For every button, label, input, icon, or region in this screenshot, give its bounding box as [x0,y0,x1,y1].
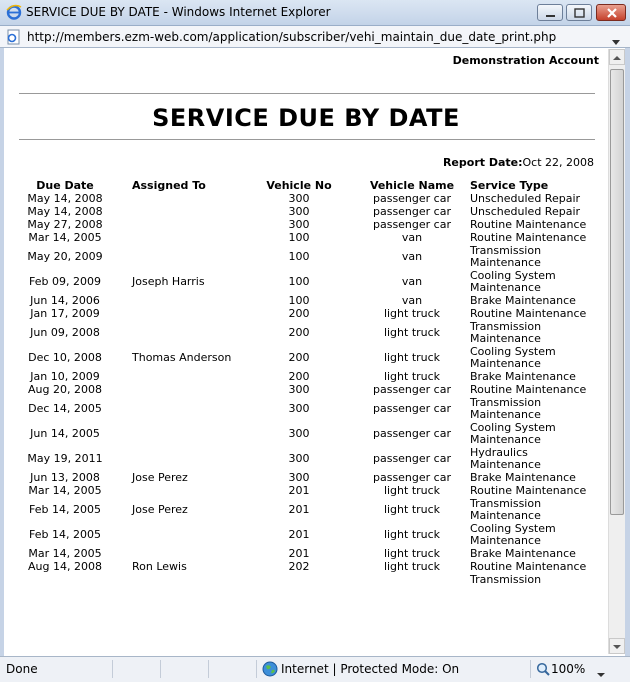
due-date-cell: Jun 14, 2006 [30,294,100,307]
due-date-cell: Aug 14, 2008 [28,560,102,573]
due-date-cell: Jun 09, 2008 [30,326,100,339]
chevron-down-icon[interactable] [610,32,622,42]
service-type-cell: Routine Maintenance [470,231,587,244]
status-bar [0,656,630,682]
due-date-cell: Jan 17, 2009 [30,307,100,320]
service-type-cell: Hydraulics Maintenance [470,446,541,471]
service-type-cell: Unscheduled Repair [470,205,581,218]
vehicle-name-cell: passenger car [372,192,451,205]
vehicle-name-cell: passenger car [372,218,451,231]
due-date-cell: May 20, 2009 [27,250,103,263]
vehicle-name-cell: light truck [383,307,441,320]
vehicle-name-cell: light truck [383,547,441,560]
url-text[interactable]: http://members.ezm-web.com/application/subscriber/vehi_maintain_due_date_print.php [27,30,557,44]
vehicle-no-cell: 201 [288,503,310,516]
due-date-cell: Feb 09, 2009 [29,275,101,288]
status-separator [530,660,531,678]
service-type-cell: Routine Maintenance [470,484,587,497]
service-type-cell: Brake Maintenance [470,471,576,484]
vehicle-name-cell: van [401,250,423,263]
vehicle-name-cell: light truck [383,503,441,516]
page-content [4,49,608,654]
vehicle-no-cell: 200 [288,307,310,320]
due-date-cell: Mar 14, 2005 [28,484,102,497]
vehicle-name-cell: light truck [383,351,441,364]
service-type-cell: Routine Maintenance [470,383,587,396]
divider [19,93,595,94]
maximize-button[interactable] [566,4,592,21]
vehicle-no-cell: 200 [288,351,310,364]
vehicle-name-cell: passenger car [372,471,451,484]
page-icon [6,29,22,45]
vehicle-name-cell: passenger car [372,427,451,440]
service-type-cell: Transmission Maintenance [470,244,542,269]
report-date-label: Report Date: [442,156,523,169]
vehicle-name-cell: passenger car [372,205,451,218]
vehicle-name-cell: light truck [383,484,441,497]
status-separator [160,660,161,678]
zoom-dropdown-icon[interactable] [596,667,606,681]
vehicle-no-cell: 201 [288,528,310,541]
assigned-to-cell: Joseph Harris [132,275,205,288]
report-date-value: Oct 22, 2008 [522,156,594,169]
assigned-to-cell: Ron Lewis [132,560,187,573]
page-title: SERVICE DUE BY DATE [152,104,460,132]
vehicle-no-cell: 300 [288,452,310,465]
vehicle-no-cell: 200 [288,326,310,339]
vehicle-name-cell: van [401,231,423,244]
vehicle-no-cell: 200 [288,370,310,383]
account-name: Demonstration Account [452,54,599,67]
due-date-cell: Feb 14, 2005 [29,528,101,541]
column-header-service-type: Service Type [470,179,549,192]
status-separator [208,660,209,678]
column-header-vehicle-name: Vehicle Name [369,179,455,192]
service-type-cell: Routine Maintenance [470,218,587,231]
service-type-cell: Brake Maintenance [470,547,576,560]
scroll-thumb[interactable] [610,69,624,515]
column-header-assigned-to: Assigned To [132,179,206,192]
service-type-cell: Cooling System Maintenance [470,522,556,547]
window-title: SERVICE DUE BY DATE - Windows Internet Explorer [26,5,331,19]
vehicle-no-cell: 100 [288,231,310,244]
due-date-cell: Mar 14, 2005 [28,547,102,560]
status-separator [256,660,257,678]
assigned-to-cell: Thomas Anderson [132,351,232,364]
vehicle-no-cell: 201 [288,547,310,560]
service-type-cell: Transmission Maintenance [470,497,542,522]
due-date-cell: Feb 14, 2005 [29,503,101,516]
due-date-cell: Jun 13, 2008 [30,471,100,484]
vehicle-name-cell: passenger car [372,402,451,415]
service-type-cell: Transmission [470,573,542,586]
globe-icon [262,661,278,677]
vehicle-no-cell: 300 [288,402,310,415]
vehicle-no-cell: 100 [288,294,310,307]
service-type-cell: Cooling System Maintenance [470,269,556,294]
due-date-cell: Dec 14, 2005 [28,402,102,415]
divider [19,139,595,140]
vehicle-name-cell: van [401,294,423,307]
vehicle-no-cell: 300 [288,383,310,396]
due-date-cell: May 14, 2008 [27,192,103,205]
due-date-cell: Aug 20, 2008 [28,383,102,396]
vehicle-no-cell: 202 [288,560,310,573]
report-date [443,156,594,169]
magnifier-icon[interactable] [536,662,550,676]
status-text: Done [6,662,38,676]
title-bar[interactable] [0,0,630,26]
scroll-down-button[interactable] [609,638,625,654]
service-type-cell: Brake Maintenance [470,370,576,383]
due-date-cell: May 19, 2011 [27,452,103,465]
due-date-cell: May 27, 2008 [27,218,103,231]
due-date-cell: Mar 14, 2005 [28,231,102,244]
vehicle-name-cell: passenger car [372,383,451,396]
zoom-level[interactable]: 100% [551,662,586,676]
address-bar[interactable] [0,26,630,48]
vehicle-no-cell: 300 [288,218,310,231]
vehicle-no-cell: 201 [288,484,310,497]
assigned-to-cell: Jose Perez [132,503,188,516]
close-button[interactable] [596,4,626,21]
service-type-cell: Transmission Maintenance [470,396,542,421]
vehicle-no-cell: 300 [288,192,310,205]
column-header-vehicle-no: Vehicle No [266,179,332,192]
status-separator [112,660,113,678]
window-frame-right [625,48,630,656]
vehicle-name-cell: passenger car [372,452,451,465]
due-date-cell: Dec 10, 2008 [28,351,102,364]
scroll-up-button[interactable] [609,49,625,65]
due-date-cell: May 14, 2008 [27,205,103,218]
vehicle-no-cell: 100 [288,250,310,263]
minimize-button[interactable] [537,4,563,21]
internet-explorer-icon [6,4,22,20]
service-type-cell: Unscheduled Repair [470,192,581,205]
vertical-scrollbar[interactable] [608,49,625,654]
vehicle-no-cell: 100 [288,275,310,288]
vehicle-name-cell: light truck [383,326,441,339]
vehicle-no-cell: 300 [288,427,310,440]
vehicle-no-cell: 300 [288,205,310,218]
column-header-due-date: Due Date [36,179,94,192]
service-type-cell: Brake Maintenance [470,294,576,307]
due-date-cell: Jan 10, 2009 [30,370,100,383]
assigned-to-cell: Jose Perez [132,471,188,484]
vehicle-name-cell: van [401,275,423,288]
service-type-cell: Cooling System Maintenance [470,421,556,446]
vehicle-name-cell: light truck [383,370,441,383]
due-date-cell: Jun 14, 2005 [30,427,100,440]
vehicle-no-cell: 300 [288,471,310,484]
service-type-cell: Transmission Maintenance [470,320,542,345]
vehicle-name-cell: light truck [383,528,441,541]
service-type-cell: Routine Maintenance [470,307,587,320]
vehicle-name-cell: light truck [383,560,441,573]
service-type-cell: Cooling System Maintenance [470,345,556,370]
security-zone[interactable]: Internet | Protected Mode: On [281,662,460,676]
service-type-cell: Routine Maintenance [470,560,587,573]
